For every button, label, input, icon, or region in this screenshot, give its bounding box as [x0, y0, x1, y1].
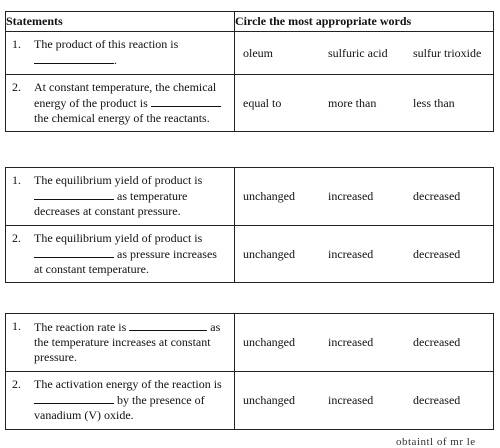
statement-number: 2.: [12, 80, 21, 94]
statement-cell: [6, 32, 235, 75]
options-cell: [235, 314, 494, 372]
option-word[interactable]: unchanged: [243, 246, 295, 261]
option-word[interactable]: increased: [328, 393, 374, 407]
answer-blank: [34, 246, 114, 258]
statements-header: Statements: [6, 12, 235, 32]
statement-number: 2.: [12, 377, 21, 391]
table-row: [6, 314, 494, 372]
table-row: [6, 168, 494, 226]
answer-blank: [34, 392, 114, 404]
circle-words-header: Circle the most appropriate words: [235, 12, 494, 32]
options-cell: [235, 32, 494, 75]
statement-cell: [6, 314, 235, 372]
option-word[interactable]: decreased: [413, 393, 461, 407]
options-cell: [235, 372, 494, 430]
option-word[interactable]: decreased: [413, 335, 461, 349]
option-word[interactable]: unchanged: [243, 189, 295, 203]
statement-text: The reaction rate is: [34, 320, 127, 334]
statement-text: The equilibrium yield of product is: [34, 173, 203, 187]
answer-blank: [151, 95, 221, 107]
statement-number: 1.: [12, 173, 21, 187]
option-word[interactable]: increased: [328, 246, 374, 261]
table-reaction: [5, 11, 494, 132]
statement-text: as the temperature increases at constant pressure.: [34, 320, 221, 364]
options-cell: [235, 226, 494, 283]
statement-cell: [6, 372, 235, 430]
statement-text: as temperature decreases at constant pressure.: [34, 189, 188, 218]
options-cell: [235, 75, 494, 132]
answer-blank: [34, 52, 114, 64]
option-word[interactable]: oleum: [243, 45, 273, 60]
cut-off-footnote: obtaintl of mr le: [396, 436, 476, 448]
option-word[interactable]: equal to: [243, 95, 282, 110]
option-word[interactable]: sulfur trioxide: [413, 45, 482, 60]
statement-number: 1.: [12, 37, 21, 51]
statement-text: by the presence of vanadium (V) oxide.: [34, 393, 205, 422]
answer-blank: [129, 319, 207, 331]
statement-text: .: [114, 53, 117, 67]
statement-number: 2.: [12, 231, 21, 245]
statement-number: 1.: [12, 319, 21, 333]
options-cell: [235, 168, 494, 226]
option-word[interactable]: sulfuric acid: [328, 45, 388, 60]
option-word[interactable]: less than: [413, 95, 455, 110]
statement-cell: [6, 168, 235, 226]
table-row: [6, 372, 494, 430]
table-row: [6, 75, 494, 132]
answer-blank: [34, 188, 114, 200]
option-word[interactable]: increased: [328, 189, 374, 203]
table-row: [6, 32, 494, 75]
statement-text: as pressure increases at constant temperature.: [34, 247, 217, 276]
table-row: [6, 226, 494, 283]
statement-text: The equilibrium yield of product is: [34, 231, 203, 245]
statement-text: The product of this reaction is: [34, 37, 179, 51]
statement-text: The activation energy of the reaction is: [34, 377, 222, 391]
option-word[interactable]: more than: [328, 95, 377, 110]
statement-cell: [6, 226, 235, 283]
option-word[interactable]: decreased: [413, 246, 461, 261]
table-equilibrium: [5, 167, 494, 283]
option-word[interactable]: unchanged: [243, 335, 295, 349]
statement-cell: [6, 75, 235, 132]
option-word[interactable]: increased: [328, 335, 374, 349]
table-rate: [5, 313, 494, 430]
statement-text: At constant temperature, the chemical energy of the product is: [34, 80, 217, 110]
option-word[interactable]: decreased: [413, 189, 461, 203]
statement-text: the chemical energy of the reactants.: [34, 111, 210, 125]
option-word[interactable]: unchanged: [243, 393, 295, 407]
